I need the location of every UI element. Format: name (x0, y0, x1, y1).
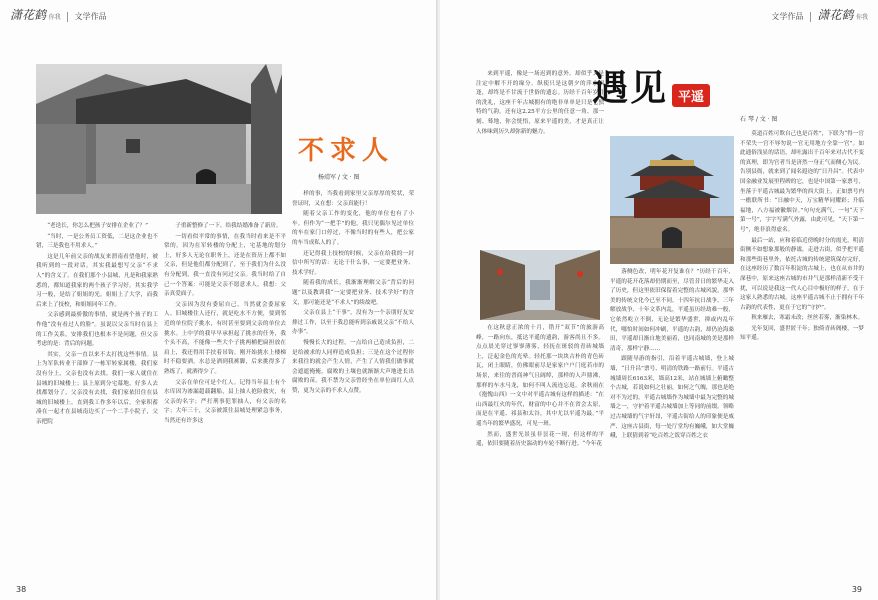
text-column-3 (292, 190, 414, 572)
text-column-2 (164, 222, 286, 572)
city-tower-photo (610, 136, 734, 264)
article-title (592, 60, 710, 111)
paragraph: 莫道百姓可欺自己也是百姓”，下联为“得一官不荣失一官不辱勿说一官无用地方全靠一官”。如此通俗浅显的话语，却吐露出千百年来对古代不变的真理，即为官者当是济然一身正气而侧心为民。告别县衙，就来到了闻名遐迩的“日升昌”。代表中国金融业发展里程碑的它，也是中国第一家票号，坐落于平遥古城最为繁华的西大街上，正如票号内一檐联所书：“日融中天，万宝精华同耀彩；升临福地，八方福被徽烟谷。”句句充满气，一句“天下第一号”，字字写满气外露，由此可见，“天下第一号”，绝非浪得虚名。 (740, 131, 864, 233)
title-badge: 平遥 (672, 84, 710, 107)
paragraph: 父亲在单位可是个红人。记得当年县上有个水库因为渗漏超载翻船，县上抽人抢险救灾，有父亲的名字；严打刑事犯罪抽人，有父亲的名字；大年三十，父亲被派往县城处理紧急事务，当然还有许多这 (164, 379, 286, 424)
paragraph: 光年复回，盛世匿千年；独倚青砖阁楼，一梦知平遥。 (740, 325, 864, 342)
page-number: 38 (16, 585, 27, 594)
text-column-2 (476, 324, 604, 574)
brand-logo: 潇花鹤 (817, 8, 854, 22)
paragraph: 秋来雁去，寒霜未改；丝丝若雾，渐染林木。 (751, 315, 864, 322)
left-page (0, 0, 438, 600)
brand-logo: 潇花鹤 (10, 8, 47, 22)
paragraph: 一切看似平常的事情，在我当时看来是不平常的。因为在军转楼的分配上，宅基地的划分上，好多人无论在职务上，还是在资历上都不如父亲，但是他们都分配到了，至于我们为什么没有分配到，我一直没有问过父亲。我当时给了自己一个答案：可能是父亲不愿意求人，我想：父亲真爱面子。 (164, 233, 286, 298)
paragraph: 子重新整修了一下，给我结婚准备了新房。 (175, 223, 282, 229)
header-separator (67, 12, 68, 22)
brand-sub: 你我 (855, 14, 868, 21)
paragraph: 慢慢长大的过程，一点给自己造成负担，二是给被求的人同样造成负担；三是在这个过程你来我往的就会产生人情，产生了人情我们做事就会遮遮掩掩，腐败的土壤也就渐渐大声地进长出腐败的苗。我不禁为父亲曾经坐在单位面红人点赞，更为父亲的不求人点赞。 (292, 339, 414, 394)
right-page (440, 0, 878, 600)
article-byline: 杨靖军 / 文 · 图 (318, 174, 360, 181)
paragraph: 父亲在县上“干事”，没有为一个亲朋好友安排过工作，以至于我总能听到亲戚说父亲“不给人办事”。 (292, 310, 414, 336)
paragraph: 还记得我上技校的时候，父亲在给我的一封信中所写的话：无论干什么事，一定要把业务、技术学好。 (292, 250, 414, 276)
paragraph: 来到平遥，像是一场迟到的意外。却似乎又是注定中解不开的缘分。纵使只是这朝夕的萍水相逢，却终是不甘流于世俗的遗忘。历经千百年岁月的洗礼，这座千年古城拥有的绝非单单是只是它独特的气韵，还有这2.25平方公里的任意一角、那一刻、蓦地，你会恍悟，原来平遥的美，才是真正让人体味到历久却弥新的魅力。 (476, 71, 604, 135)
paragraph: 样的事，当我看到家里父亲厚厚的奖状，荣誉证时，又在想：父亲真能行！ (292, 191, 414, 207)
text-column-3 (610, 268, 734, 574)
section-label: 文学作品 (74, 12, 107, 21)
paragraph: 这是几年前父亲的战友来渭南看望他时，被我听到的一段对话。其实我最想写父亲“不求人”的含义了。在我们那个小县城，凡是和我家熟悉的，都知道我家的两个孩子学习好。其实我学习一般，是结了姐姐的光。姐姐上了大学，而我后来上了技校，和姐姐同年工作。 (36, 253, 158, 308)
left-header (10, 6, 107, 36)
page-number: 39 (851, 585, 862, 594)
paragraph: “当时，一是公务员工资低，二是这企业也不错，三是我也不用求人。” (36, 233, 158, 250)
paragraph: 随着我的成长，我渐渐理解父亲“背后的问题”以及教训我“一定要把业务、技术学好”的含义，那可能还是“不求人”的续故吧。 (292, 280, 414, 306)
paragraph: 然而，盛世光景虽非昙花一现，但这样的平遥，依旧要随着历史湍动的车轮不断行进。“今年花 (476, 431, 604, 448)
text-column-1 (476, 70, 604, 248)
street-photo (480, 250, 600, 320)
right-header (771, 6, 868, 36)
village-photo (36, 64, 282, 214)
paragraph: 落侧色改，明年花开复谁在？”历经千百年，平遥的花开花落却仍期而至，尽管昔日的繁华走入了历史，但这里依旧保留着完整的古城风貌，那华美的传统文化今已至不同。十四年抗日战争、三年解放战争、十年文革内乱，平遥虽历经劫难一般，它依然屹立不倒，无论是繁华盛世，抑或内乱年代，哪怕时间如何冲刷，平遥的古韵，却仍沧海桑田，平遥却日渐自地美丽着，也同南城的美是那样清奇，那样宁静…… (610, 269, 734, 352)
title-main: 遇见 (592, 67, 669, 109)
article-title: 不求人 (298, 136, 395, 166)
paragraph: 在这秋意正浓的十月，错开“双节”的旅游高峰，一路向东，抵达平遥的遗韵，游客尚且不多。点点晨光穿过寥寥薄雾，轻抚在斑驳的青砖城墙上，泛起金色的光晕。轻托那一块块古朴的青色砖瓦，闭上眼睛，仿佛眼前尽是家家户户门庭若市的场景，来往的晋商神气且阔绰，那样的人声鼎沸，那样的车水马龙，如何不叫人流连忘返。余秋雨在《抱愧山西》一文中对平遥古城有这样的描述：“在山西最红火的年代，财富的中心并不在省会太原，而是在平遥、祁县和太谷，其中尤以平遥为最。”平遥当年的繁华盛况，可见一斑。 (476, 325, 604, 427)
article-byline: 石 琴 / 文 · 图 (740, 116, 778, 123)
section-label: 文学作品 (771, 12, 804, 21)
paragraph: 最后一站，应和着临近傍晚时分的霞光，明清街侧不如想象那般的静谧，走进古街，似乎把平遥和那些街巷里外，依托古城的传统建筑保存完好，在这座经历了数百年积淀的古城上，也在从市井的深巷中，原来这座古城的市井气是那样清新不受干扰，可以说是我这一代人心目中极好的样子，在于这家人熟悉的古城，这座平遥古城不止于拥有千年古韵的代表性，更在于它的“守护”。 (740, 237, 864, 311)
paragraph: “老迭长，你怎么把孩子安排在企业了？” (47, 223, 149, 229)
brand-sub: 你我 (48, 14, 61, 21)
paragraph: 跟随导游的指引，沿着平遥古城墙，登上城墙，“日升昌”票号、明清的铁路一路前行。平遥古城墙周长6163米，墙高12米，站在城墙上俯瞰整个古城，若说如何之壮丽，如何之气魄，那也是绝对不为过的。平遥古城墙作为城墙中最为完整的城墙之一，守护着平遥古城墙加上等同的前缀。领略过古城墙的气宇轩昂，平遥古街给人的印象便是威严、这座古县街，每一处厅堂均有巍峨，如大堂巍峨，上联猜到着“吃百姓之饭穿百姓之衣 (610, 356, 734, 440)
paragraph: 父亲感到最骄傲的事情，就是两个孩子的工作他“没有看过人的脸”。虽说以父亲当时在县上的工作关系，安排我们也根本不是问题，但父亲考虑的是：背后的问题。 (36, 312, 158, 348)
text-column-4 (740, 130, 864, 574)
paragraph: 父亲因为没有委屈自己，当然就会委屈家人。旧城楼住人还行，就是吃水不方便，要到邻近的单位院子挑水，有时甚至要到父亲的单位去挑水。上中学的我早早承担起了挑水的任务，我个头不高，不能像一些大个子挑两桶把扁担放在肩上，我还得用手扶着吊钩。刚开始挑水上楼梯时不稳要洒，水总是洒到我裤脚，后来挑得多了熟练了，就洒得少了。 (164, 301, 286, 375)
text-column-1 (36, 222, 158, 572)
paragraph: 其实，父亲一直以来不太打扰这些事情。县上为军队转业干部修了一栋军转家属楼，我们家没有分上，父亲也没有去找。我们一家人就住在县城的旧城楼上；县上原到分宅幕地，好多人去找都划分了，父亲没有去找，我们家依旧住在县城的旧城楼上。直到我工作多年以后，全家积蓄凑在一起才在县城南边买了一个二手小院子，父亲把院 (36, 351, 158, 425)
header-separator (810, 12, 811, 22)
paragraph: 随着父亲工作的变化，他的单位也有了小车。但作为“一把手”的他，我只见偶尔见过单位的车在家门口停过，不像当时的有些人，把公家的车当成私人的了。 (292, 211, 414, 246)
